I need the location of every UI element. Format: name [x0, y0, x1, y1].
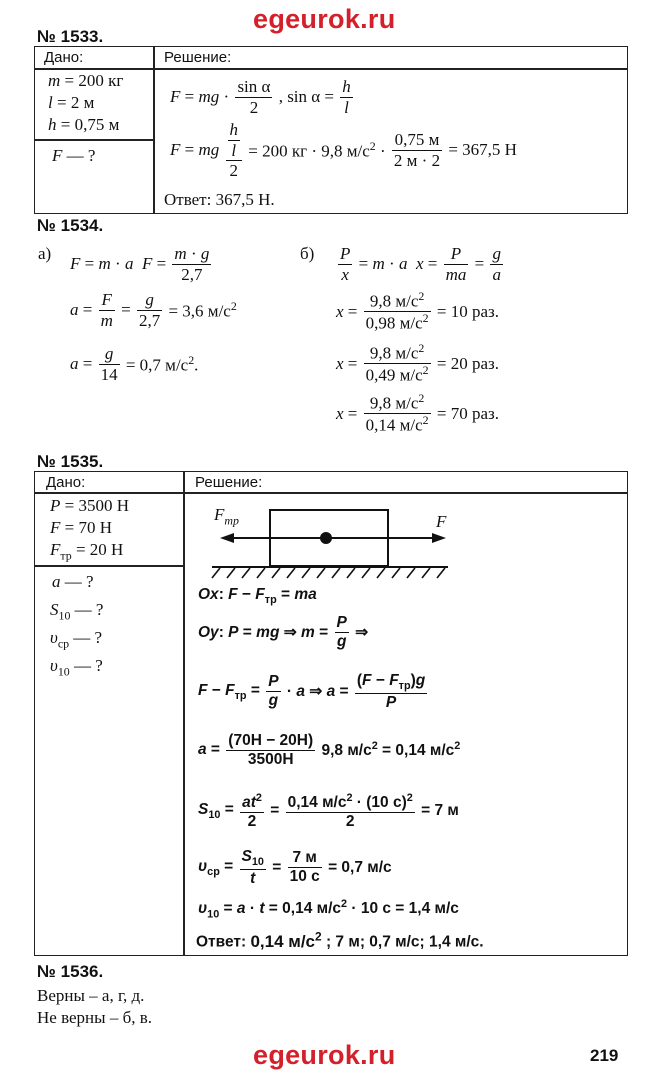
- given-item: h = 0,75 м: [48, 115, 120, 134]
- given-item: $F_{тр} = 20$ Н: [50, 540, 124, 563]
- problem-1535-number: № 1535.: [37, 452, 104, 471]
- formula: a = $\frac{g}{14}$ = 0,7 $м/с^2$.: [70, 344, 199, 384]
- ground-hatch: [212, 568, 445, 578]
- problem-1533-number: № 1533.: [37, 27, 104, 46]
- site-brand-top: egeurok.ru: [253, 4, 396, 34]
- divider: [183, 471, 185, 956]
- formula: $\upsilon_{ср}$ = $\frac{S_{10}}{t}$ = $\frac{7 м}{10 с}$ = 0,7 м/с: [198, 848, 392, 887]
- given-item: P = 3500 Н: [50, 496, 130, 515]
- divider: [34, 139, 154, 141]
- part-a-label: а): [38, 244, 52, 263]
- find-item: $S_{10}$ — ?: [50, 600, 104, 623]
- find-item: $\upsilon_{ср}$ — ?: [50, 628, 103, 651]
- formula: x = $\frac{9,8 м/с^2}{0,49 м/с^2}$ = 20 раз.: [336, 341, 499, 385]
- problem-1534-number: № 1534.: [37, 216, 104, 235]
- formula: $\frac{P}{x}$ = m · a x = $\frac{P}{ma}$ = $\frac{g}{a}$: [340, 244, 501, 284]
- solution-header: Решение:: [164, 49, 232, 66]
- given-header: Дано:: [44, 49, 84, 66]
- answer-line: Не верны – б, в.: [37, 1008, 152, 1027]
- divider: [153, 46, 155, 214]
- find-item: a — ?: [52, 572, 94, 591]
- divider: [34, 565, 184, 567]
- part-b-label: б): [300, 244, 315, 263]
- solution-header: Решение:: [195, 474, 263, 491]
- answer-line: Верны – а, г, д.: [37, 986, 145, 1005]
- formula: $S_{10}$ = $\frac{at^2}{2}$ = $\frac{0,14 м/с^2 \cdot (10 с)^2}{2}$ = 7 м: [198, 792, 459, 830]
- formula: x = $\frac{9,8 м/с^2}{0,14 м/с^2}$ = 70 раз.: [336, 391, 499, 435]
- formula: $F - F_{тр}$ = $\frac{P}{g}$ · a ⇒ a = $\frac{(F - F_{тр})g}{P}$: [198, 672, 426, 711]
- formula: F = m · a F = $\frac{m \cdot g}{2,7}$: [70, 244, 210, 284]
- answer: Ответ: 367,5 Н.: [164, 190, 275, 209]
- formula: a = $\frac{(70Н - 20Н)}{3500Н}$ 9,8 $м/с^2 = 0,14$ $м/с^2$: [198, 732, 461, 768]
- applied-force-label: F: [436, 512, 447, 531]
- formula: F = mg $\frac{\frac{h}{l}}{2}$ = 200 кг · 9,8 $м/с^2$ · $\frac{0,75 м}{2 м \cdot 2}$ = 367,5 Н: [170, 120, 517, 181]
- given-item: F = 70 Н: [50, 518, 113, 537]
- given-item: m = 200 кг: [48, 71, 124, 90]
- divider: [34, 68, 628, 70]
- problem-1536-number: № 1536.: [37, 962, 104, 981]
- formula: F = mg · $\frac{\text{sin α}}{2}$ , sin α = $\frac{h}{l}$: [170, 77, 351, 117]
- given-header: Дано:: [46, 474, 86, 491]
- site-brand-bottom: egeurok.ru: [253, 1040, 396, 1070]
- formula: x = $\frac{9,8 м/с^2}{0,98 м/с^2}$ = 10 раз.: [336, 289, 499, 333]
- formula: a = $\frac{F}{m}$ = $\frac{g}{2,7}$ = 3,6 $м/с^2$: [70, 290, 237, 330]
- page-number: 219: [590, 1046, 619, 1065]
- arrow-head-icon: [432, 533, 446, 543]
- given-item: l = 2 м: [48, 93, 95, 112]
- find-item: $\upsilon_{10}$ — ?: [50, 656, 103, 679]
- find-item: F — ?: [52, 146, 96, 165]
- formula: $\upsilon_{10} = a \cdot t = 0,14$ $м/с^2 \cdot 10$ с = 1,4 м/с: [198, 898, 459, 921]
- divider: [34, 492, 628, 494]
- formula: Oy: P = mg ⇒ m = $\frac{P}{g}$ ⇒: [198, 614, 369, 650]
- arrow-head-icon: [220, 533, 234, 543]
- formula: Ox: $F - F_{тр}$ = ma: [198, 586, 317, 607]
- friction-force-label: $F_{тр}$: [214, 505, 239, 528]
- answer: Ответ: 0,14 $м/с^2$ ; 7 м; 0,7 м/с; 1,4 м/с.: [196, 929, 484, 951]
